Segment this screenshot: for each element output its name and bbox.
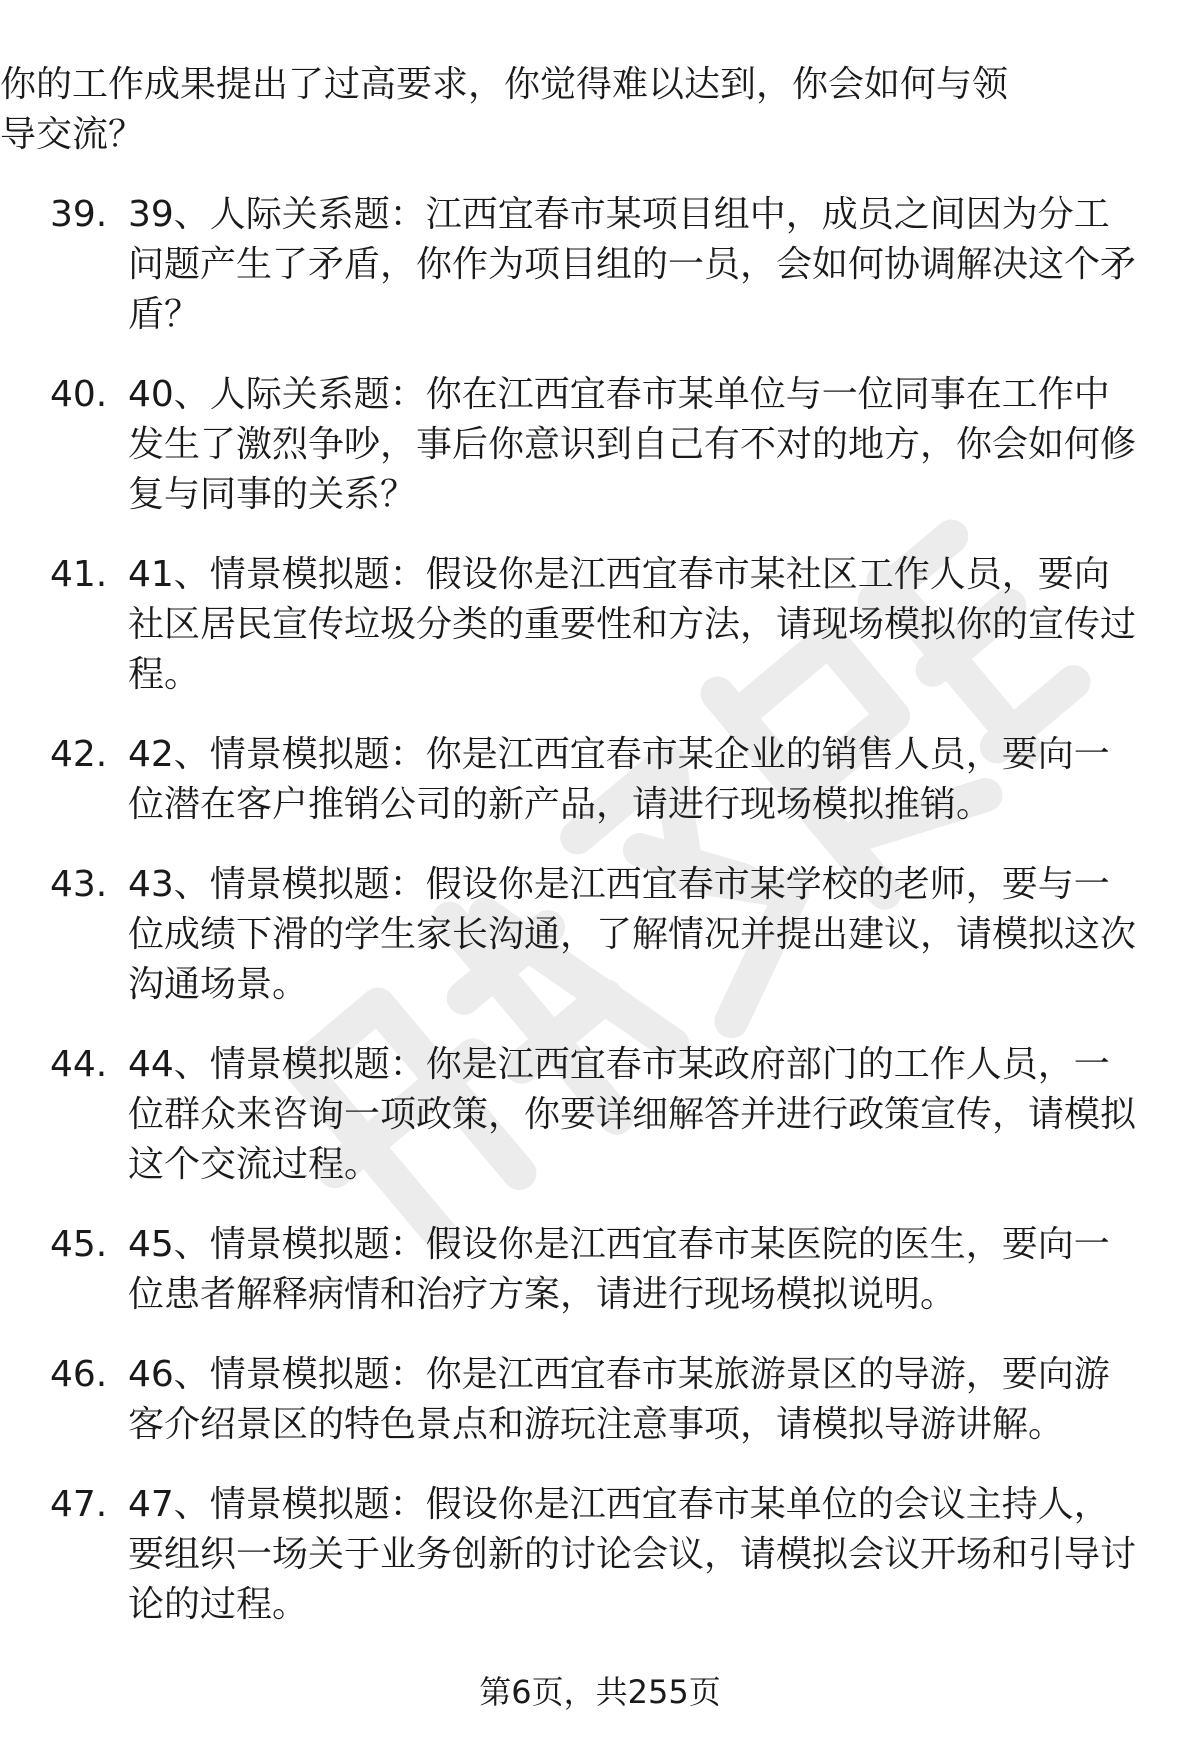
question-list	[0, 190, 1200, 1630]
item-text: 46、情景模拟题：你是江西宜春市某旅游景区的导游，要向游客介绍景区的特色景点和游玩注意事项，请模拟导游讲解。	[128, 1354, 1110, 1445]
item-text: 40、人际关系题：你在江西宜春市某单位与一位同事在工作中发生了激烈争吵，事后你意识到自己有不对的地方，你会如何修复与同事的关系？	[128, 374, 1137, 515]
page-footer: 第6页，共255页	[479, 1673, 721, 1711]
item-text: 43、情景模拟题：假设你是江西宜春市某学校的老师，要与一位成绩下滑的学生家长沟通，了解情况并提出建议，请模拟这次沟通场景。	[128, 864, 1137, 1005]
item-number: 46.	[50, 1354, 108, 1395]
item-number: 44.	[50, 1044, 108, 1085]
item-number: 45.	[50, 1224, 108, 1265]
item-text: 41、情景模拟题：假设你是江西宜春市某社区工作人员，要向社区居民宣传垃圾分类的重要性和方法，请现场模拟你的宣传过程。	[128, 554, 1137, 695]
item-number: 42.	[50, 734, 108, 775]
item-text: 39、人际关系题：江西宜春市某项目组中，成员之间因为分工问题产生了矛盾，你作为项目组的一员，会如何协调解决这个矛盾？	[128, 194, 1137, 335]
item-number: 40.	[50, 374, 108, 415]
list-item	[0, 190, 1200, 340]
item-text: 47、情景模拟题：假设你是江西宜春市某单位的会议主持人，要组织一场关于业务创新的讨论会议，请模拟会议开场和引导讨论的过程。	[128, 1484, 1137, 1625]
list-item	[0, 1480, 1200, 1630]
list-item	[0, 1040, 1200, 1190]
item-number: 39.	[50, 194, 108, 235]
list-item	[0, 1350, 1200, 1450]
item-number: 47.	[50, 1484, 108, 1525]
list-item	[0, 370, 1200, 520]
document-body	[0, 60, 1200, 1630]
item-number: 43.	[50, 864, 108, 905]
continuation-paragraph: 你的工作成果提出了过高要求，你觉得难以达到，你会如何与领导交流？	[0, 64, 1009, 155]
list-item	[0, 730, 1200, 830]
item-text: 44、情景模拟题：你是江西宜春市某政府部门的工作人员，一位群众来咨询一项政策，你要详细解答并进行政策宣传，请模拟这个交流过程。	[128, 1044, 1137, 1185]
list-item	[0, 1220, 1200, 1320]
list-item	[0, 860, 1200, 1010]
item-text: 45、情景模拟题：假设你是江西宜春市某医院的医生，要向一位患者解释病情和治疗方案，请进行现场模拟说明。	[128, 1224, 1110, 1315]
item-text: 42、情景模拟题：你是江西宜春市某企业的销售人员，要向一位潜在客户推销公司的新产品，请进行现场模拟推销。	[128, 734, 1110, 825]
item-number: 41.	[50, 554, 108, 595]
list-item	[0, 550, 1200, 700]
